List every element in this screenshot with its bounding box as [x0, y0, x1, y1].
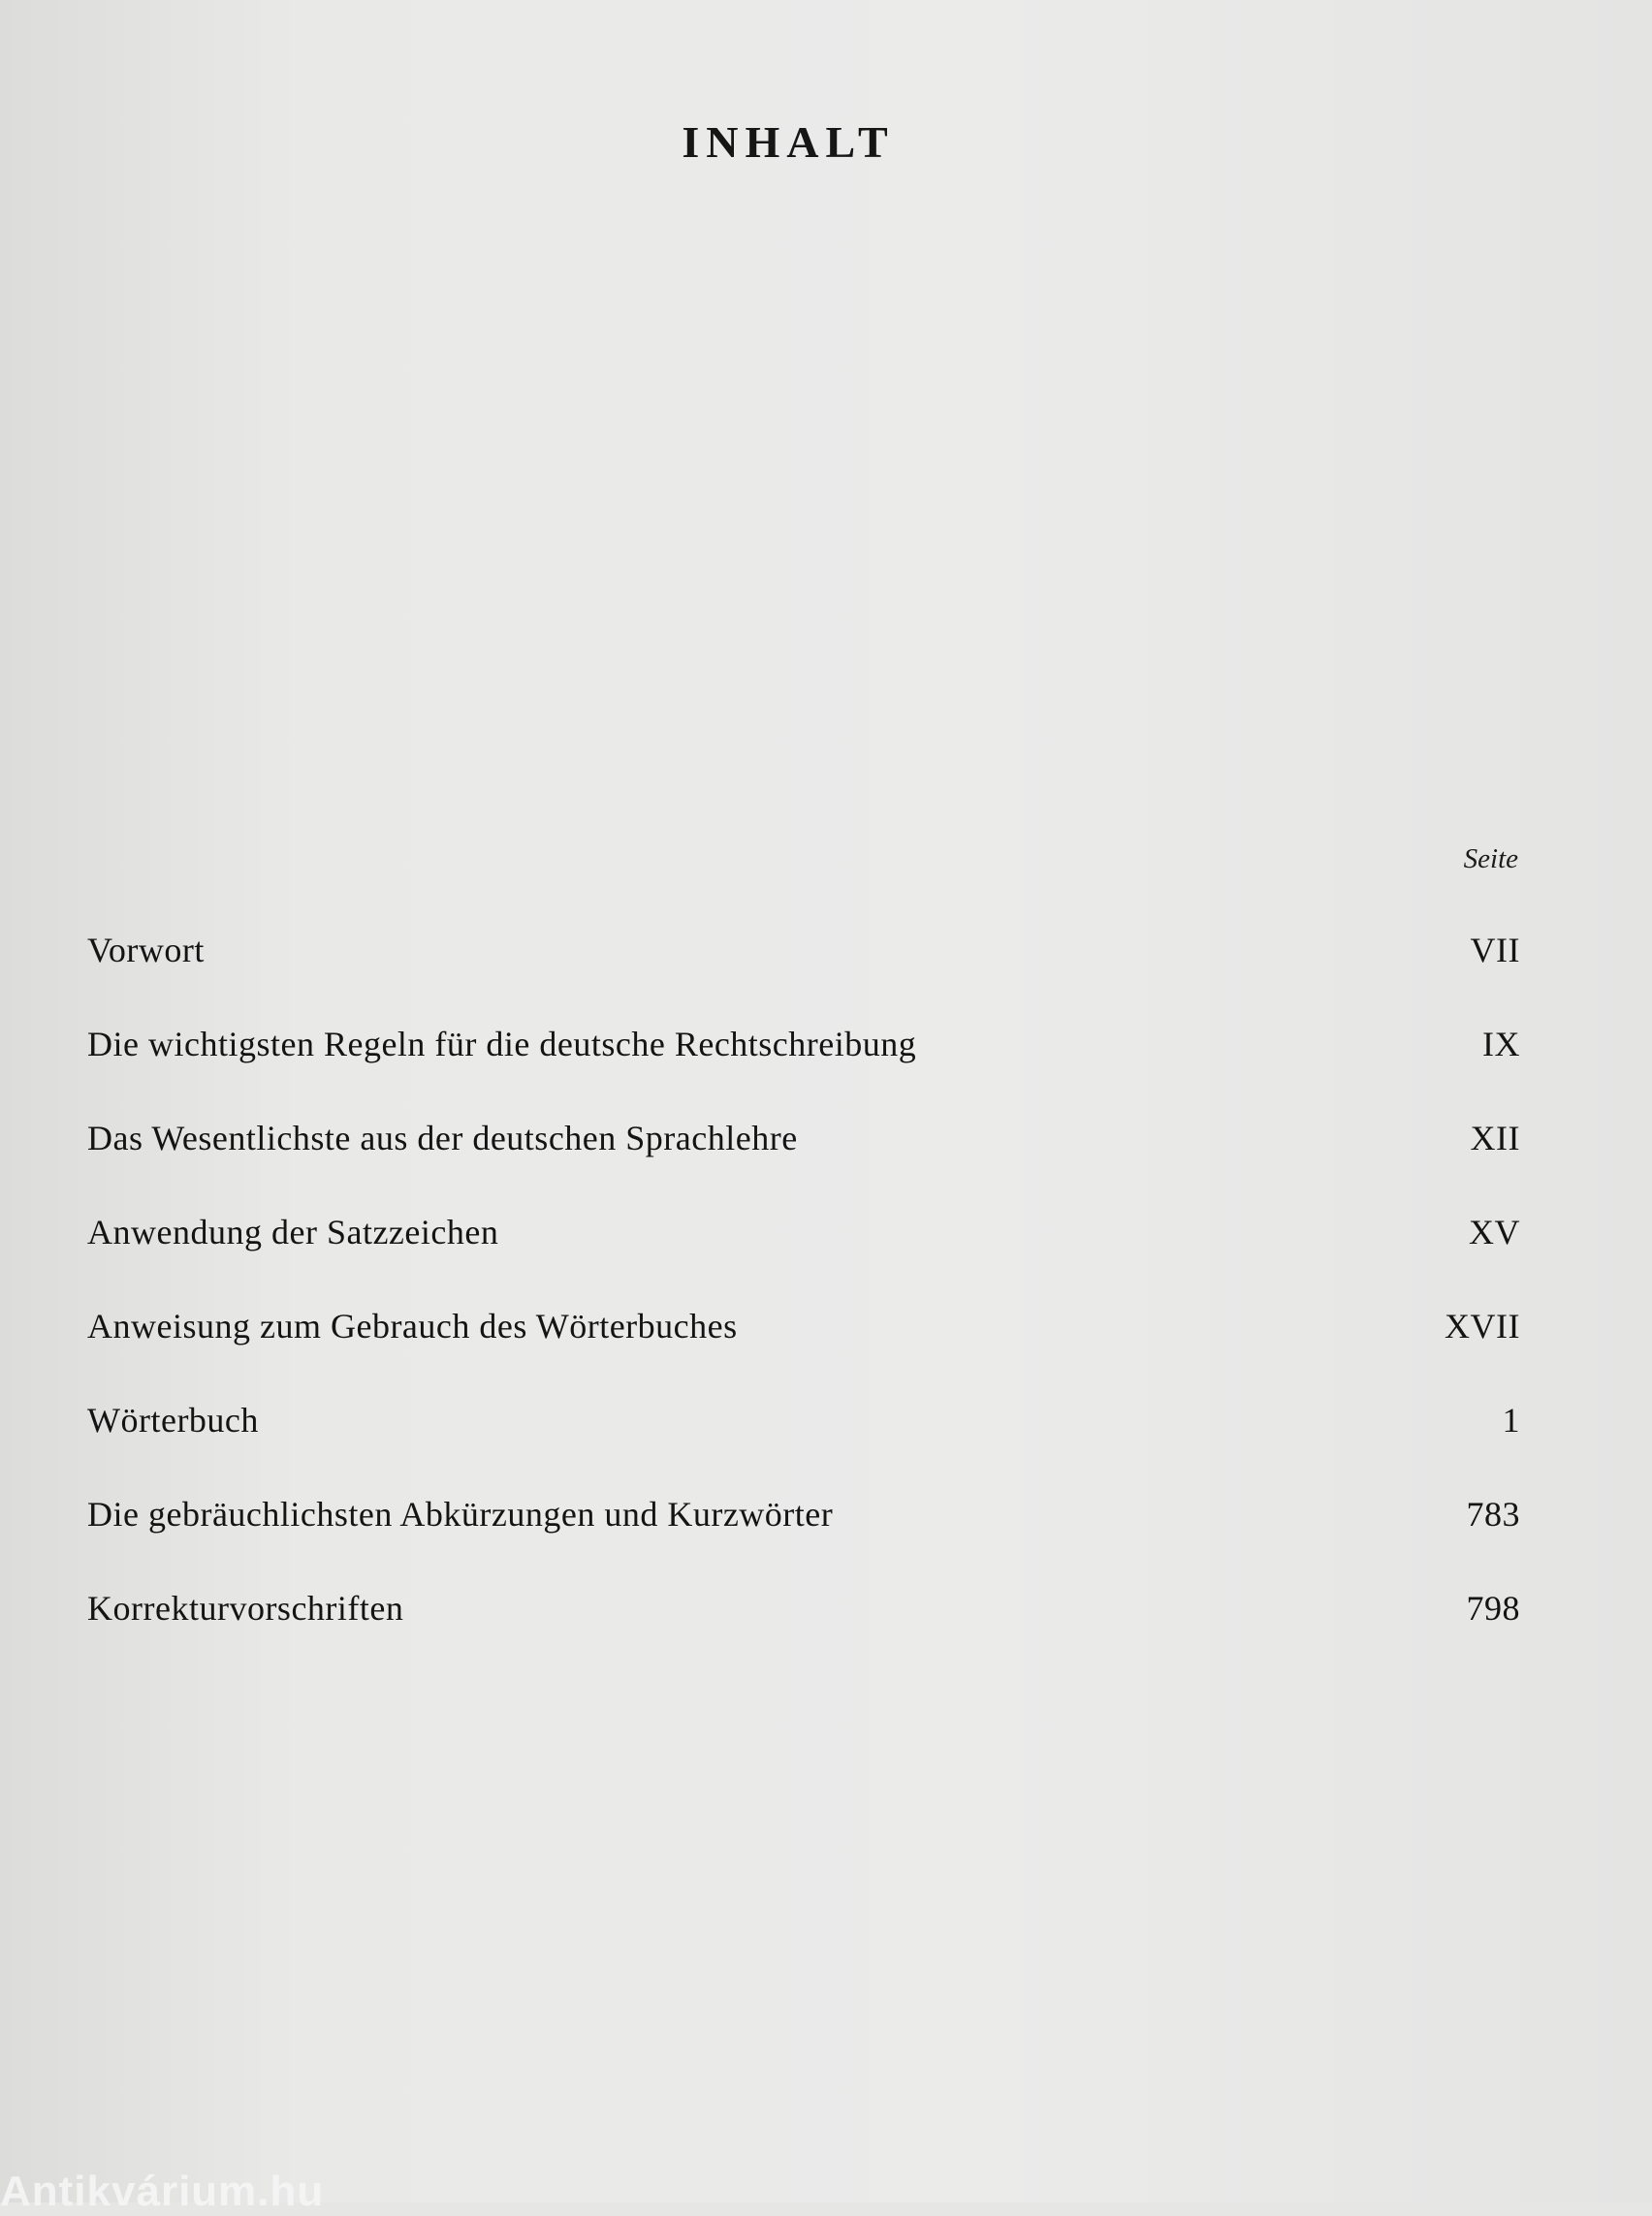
page-title: INHALT: [682, 117, 895, 167]
toc-entry-page: 798: [1466, 1589, 1520, 1628]
toc-entry-sprachlehre: [87, 1109, 1520, 1167]
toc-entry-page: XV: [1469, 1213, 1520, 1251]
toc-entry-rechtschreibung: [87, 1015, 1520, 1073]
toc-entry-vorwort: [87, 921, 1520, 979]
toc-entry-woerterbuch: [87, 1391, 1520, 1449]
toc-entry-label: Wörterbuch: [87, 1401, 259, 1440]
toc-entry-anweisung: [87, 1297, 1520, 1355]
toc-entry-label: Vorwort: [87, 931, 205, 969]
toc-entry-label: Die gebräuchlichsten Abkürzungen und Kurzwörter: [87, 1495, 834, 1534]
toc-entry-label: Anwendung der Satzzeichen: [87, 1213, 499, 1251]
toc-entry-satzzeichen: [87, 1203, 1520, 1261]
toc-entry-label: Das Wesentlichste aus der deutschen Sprachlehre: [87, 1119, 798, 1157]
toc-entry-page: XVII: [1445, 1307, 1520, 1345]
toc-entry-page: 1: [1502, 1401, 1520, 1440]
toc-entry-label: Anweisung zum Gebrauch des Wörterbuches: [87, 1307, 738, 1345]
toc-entry-page: IX: [1482, 1025, 1520, 1063]
toc-entry-korrekturvorschriften: [87, 1579, 1520, 1637]
page-column-label: Seite: [1463, 843, 1518, 874]
toc-entry-page: VII: [1470, 931, 1520, 969]
toc-entry-label: Die wichtigsten Regeln für die deutsche Rechtschreibung: [87, 1025, 917, 1063]
toc-entry-abkuerzungen: [87, 1485, 1520, 1543]
watermark-text: Antikvárium.hu: [0, 2168, 325, 2215]
toc-entry-page: 783: [1466, 1495, 1520, 1534]
toc-entry-page: XII: [1470, 1119, 1520, 1157]
toc-entry-label: Korrekturvorschriften: [87, 1589, 404, 1628]
